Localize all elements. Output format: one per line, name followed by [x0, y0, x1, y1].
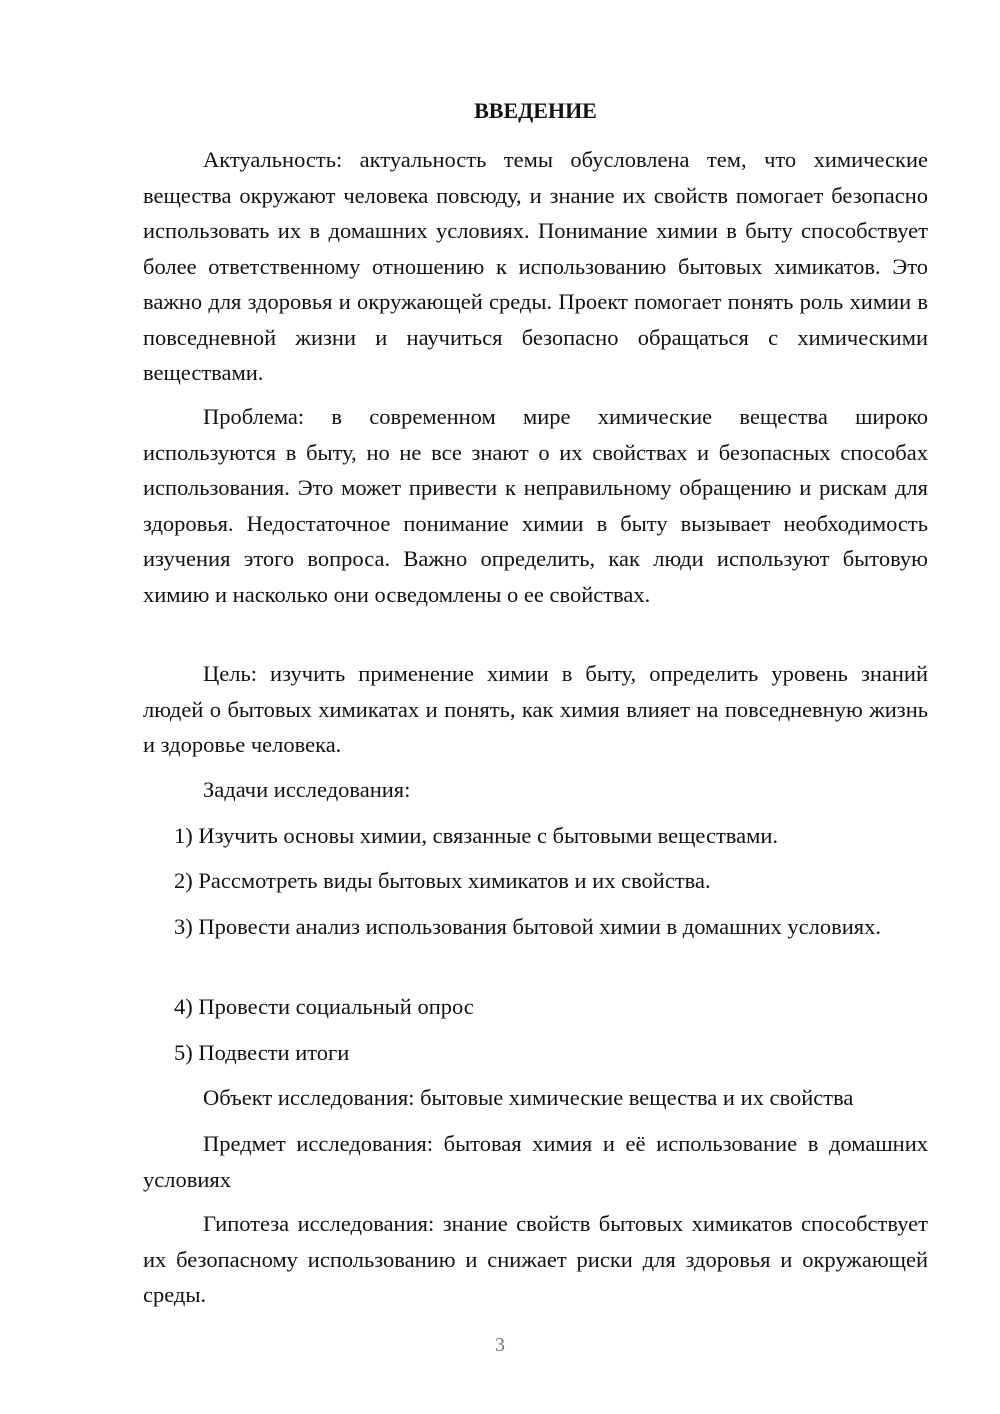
research-hypothesis: Гипотеза исследования: знание свойств бытовых химикатов способствует их безопасному использованию и снижает риски для здоровья и окружающей среды. [143, 1211, 928, 1307]
relevance-paragraph: Актуальность: актуальность темы обусловлена тем, что химические вещества окружают человека повсюду, и знание их свойств помогает безопасно использовать их в домашних условиях. Понимание химии в быту способствует более ответственному отношению к использованию бытовых химикатов. Это важно для здоровья и окружающей среды. Проект помогает понять роль химии в повседневной жизни и научиться безопасно обращаться с химическими веществами. [143, 147, 928, 385]
task-item-2: 2) Рассмотреть виды бытовых химикатов и их свойства. [174, 868, 711, 893]
task-item-4: 4) Провести социальный опрос [174, 994, 474, 1019]
page-number: 3 [495, 1334, 505, 1356]
research-subject: Предмет исследования: бытовая химия и её использование в домашних условиях [143, 1131, 928, 1192]
task-item-1: 1) Изучить основы химии, связанные с бытовыми веществами. [174, 823, 779, 848]
task-item-5: 5) Подвести итоги [174, 1040, 350, 1065]
task-item-3: 3) Провести анализ использования бытовой химии в домашних условиях. [174, 914, 881, 939]
page-title: ВВЕДЕНИЕ [474, 98, 597, 123]
tasks-heading: Задачи исследования: [203, 777, 411, 802]
goal-paragraph: Цель: изучить применение химии в быту, определить уровень знаний людей о бытовых химикатах и понять, как химия влияет на повседневную жизнь и здоровье человека. [143, 661, 928, 757]
research-object: Объект исследования: бытовые химические вещества и их свойства [203, 1085, 854, 1110]
problem-paragraph: Проблема: в современном мире химические вещества широко используются в быту, но не все знают о их свойствах и безопасных способах использования. Это может привести к неправильному обращению и рискам для здоровья. Недостаточное понимание химии в быту вызывает необходимость изучения этого вопроса. Важно определить, как люди используют бытовую химию и насколько они осведомлены о ее свойствах. [143, 404, 928, 607]
